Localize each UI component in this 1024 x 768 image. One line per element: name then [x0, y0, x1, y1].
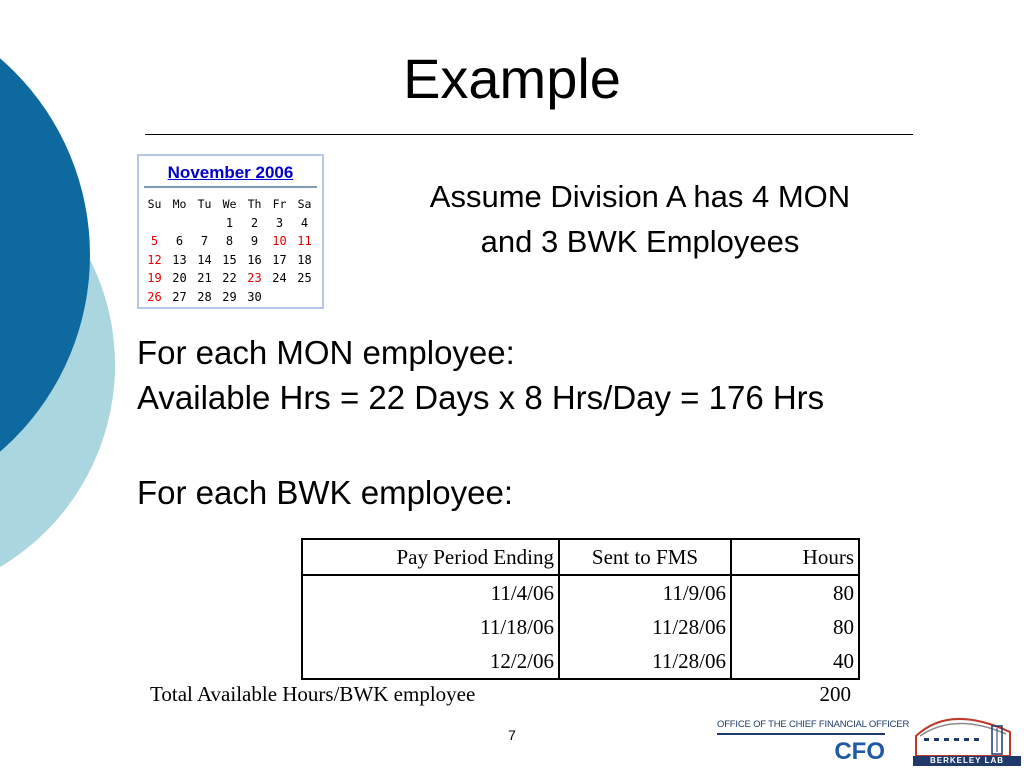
calendar-day — [167, 214, 192, 233]
calendar-day: 5 — [150, 234, 159, 248]
calendar-day: 8 — [225, 234, 234, 248]
calendar-day: 16 — [247, 252, 262, 267]
calendar-weekday-header: Th — [247, 197, 262, 211]
calendar-grid — [142, 195, 317, 306]
bwk-heading: For each BWK employee: — [137, 474, 513, 511]
calendar-day: 11 — [297, 234, 312, 248]
calendar-day: 27 — [172, 289, 187, 304]
title-divider — [145, 134, 913, 135]
sent-to-fms-cell: 11/9/06 — [559, 575, 731, 610]
slide-title: Example — [403, 47, 621, 110]
sent-to-fms-cell: 11/28/06 — [559, 610, 731, 644]
background-circles — [0, 0, 130, 768]
column-header-hours: Hours — [731, 539, 859, 575]
hours-cell: 40 — [833, 648, 854, 673]
calendar-day: 29 — [222, 289, 237, 304]
calendar-weekday-header: Fr — [272, 197, 287, 211]
calendar-image — [137, 154, 324, 309]
calendar-day: 15 — [222, 252, 237, 267]
calendar-day — [267, 288, 292, 307]
table-row — [302, 644, 859, 679]
calendar-day: 4 — [300, 215, 309, 230]
calendar-day: 14 — [197, 252, 212, 267]
calendar-day: 21 — [197, 271, 212, 285]
hours-cell: 80 — [833, 580, 854, 605]
mon-formula: Available Hrs = 22 Days x 8 Hrs/Day = 176 Hrs — [137, 379, 825, 416]
calendar-day: 13 — [172, 252, 187, 267]
pay-period-cell: 12/2/06 — [302, 644, 559, 679]
calendar-weekday-header: Tu — [197, 197, 212, 211]
calendar-day — [292, 288, 317, 307]
calendar-day: 6 — [175, 234, 184, 248]
pay-period-cell: 11/4/06 — [302, 575, 559, 610]
calendar-day: 28 — [197, 289, 212, 304]
calendar-day: 19 — [147, 271, 162, 285]
assumption-text — [355, 174, 925, 264]
calendar-day: 23 — [247, 271, 262, 285]
calendar-day: 3 — [275, 215, 284, 230]
assumption-line-2: and 3 BWK Employees — [480, 224, 800, 259]
cfo-logo-text: CFO — [834, 738, 885, 765]
calendar-weekday-header: Mo — [172, 197, 187, 211]
calendar-day: 25 — [297, 271, 312, 285]
hours-cell: 80 — [833, 614, 854, 639]
calendar-day: 9 — [250, 234, 259, 248]
total-hours-label: Total Available Hours/BWK employee — [150, 682, 476, 706]
calendar-day: 12 — [147, 252, 162, 267]
table-header-row — [302, 539, 859, 575]
mon-heading: For each MON employee: — [137, 334, 515, 371]
page-number: 7 — [508, 727, 516, 743]
calendar-month-label: November 2006 — [144, 160, 317, 188]
column-header-pay-period: Pay Period Ending — [302, 539, 559, 575]
total-hours-value: 200 — [819, 682, 851, 706]
calendar-day: 17 — [272, 252, 287, 267]
calendar-day: 30 — [247, 289, 262, 304]
calendar-day: 20 — [172, 271, 187, 285]
berkeley-lab-logo-icon — [910, 706, 1022, 758]
calendar-day: 18 — [297, 252, 312, 267]
calendar-weekday-header: Su — [147, 197, 162, 211]
calendar-day — [192, 214, 217, 233]
cfo-divider — [717, 733, 885, 735]
calendar-day: 10 — [272, 234, 287, 248]
calendar-weekday-header: Sa — [297, 197, 312, 211]
table-row — [302, 575, 859, 610]
calendar-day: 1 — [225, 215, 234, 230]
column-header-sent-to-fms: Sent to FMS — [559, 539, 731, 575]
berkeley-lab-label: BERKELEY LAB — [913, 756, 1021, 766]
pay-period-cell: 11/18/06 — [302, 610, 559, 644]
calendar-weekday-header: We — [222, 197, 237, 211]
calendar-day: 22 — [222, 271, 237, 285]
pay-period-table — [301, 538, 860, 680]
calendar-day: 2 — [250, 215, 259, 230]
cfo-office-label: OFFICE OF THE CHIEF FINANCIAL OFFICER — [717, 719, 910, 730]
calendar-day: 26 — [147, 289, 162, 304]
sent-to-fms-cell: 11/28/06 — [559, 644, 731, 679]
calendar-day — [142, 214, 167, 233]
calendar-day: 24 — [272, 271, 287, 285]
assumption-line-1: Assume Division A has 4 MON — [429, 179, 851, 214]
table-row — [302, 610, 859, 644]
calendar-day: 7 — [200, 234, 209, 248]
